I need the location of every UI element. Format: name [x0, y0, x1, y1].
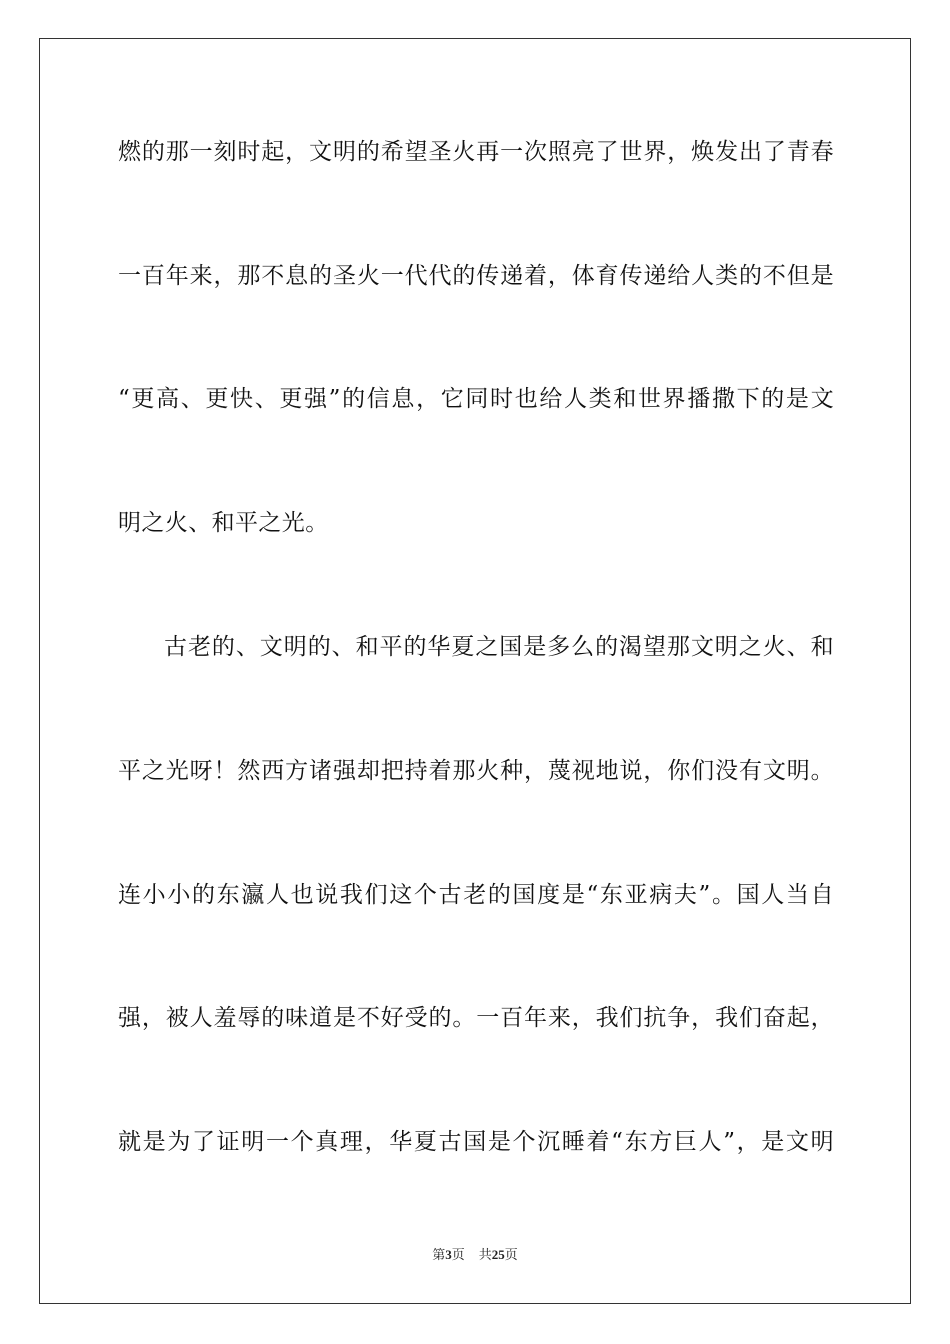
page-suffix: 页	[451, 1248, 465, 1263]
paragraph-line: 就是为了证明一个真理，华夏古国是个沉睡着“东方巨人”，是文明	[118, 1129, 834, 1155]
total-prefix: 共	[478, 1248, 492, 1263]
total-suffix: 页	[504, 1248, 518, 1263]
total-pages: 25	[491, 1247, 505, 1262]
paragraph-line-indented: 古老的、文明的、和平的华夏之国是多么的渴望那文明之火、和	[164, 634, 834, 660]
paragraph-line: 强，被人羞辱的味道是不好受的。一百年来，我们抗争，我们奋起，	[118, 1005, 834, 1031]
paragraph-line: 一百年来，那不息的圣火一代代的传递着，体育传递给人类的不但是	[118, 263, 834, 289]
paragraph-line: 平之光呀！然西方诸强却把持着那火种，蔑视地说，你们没有文明。	[118, 758, 834, 784]
paragraph-line: “更高、更快、更强”的信息，它同时也给人类和世界播撒下的是文	[118, 386, 834, 412]
paragraph-line: 明之火、和平之光。	[118, 510, 329, 536]
page-border	[39, 38, 911, 1304]
page-footer	[0, 1246, 950, 1265]
paragraph-line: 燃的那一刻时起，文明的希望圣火再一次照亮了世界，焕发出了青春	[118, 139, 834, 165]
paragraph-line: 连小小的东瀛人也说我们这个古老的国度是“东亚病夫”。国人当自	[118, 882, 834, 908]
page-current: 3	[445, 1247, 452, 1262]
page-prefix: 第	[432, 1248, 446, 1263]
